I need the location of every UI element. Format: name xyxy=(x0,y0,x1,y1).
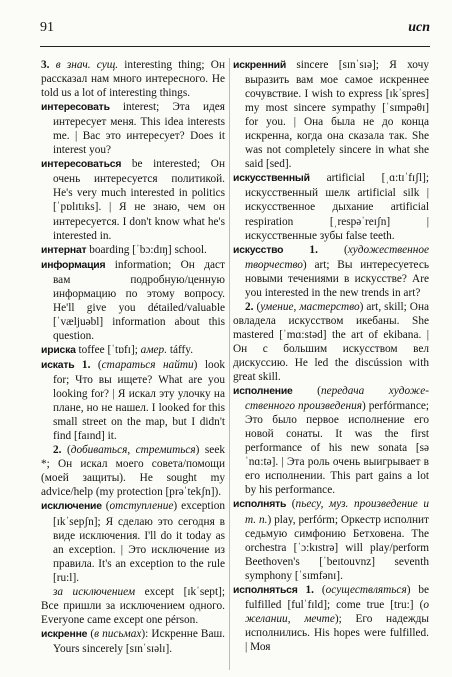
entry-text: ); Его надежды исполнились. His hopes were fulfilled. | Моя xyxy=(245,612,429,653)
dictionary-entry xyxy=(41,627,225,656)
running-head: исп xyxy=(408,20,430,35)
entry-text: ) look for; Что вы ищете? What are you looking for? | Я искал эту улочку на плане, но не нашел. I looked for this small street on the map, but I didn't find [faɪnd] it. xyxy=(53,358,225,443)
page-number: 91 xyxy=(40,20,54,35)
sense-number: 1. xyxy=(305,583,314,596)
entry-text: ): Искренне Ваш. Yours sincerely [sɪnˈsɪəlɪ]. xyxy=(53,627,225,655)
entry-text: ) art, skill; Она овладела искусством икебаны. She mastered [ˈmɑ:stəd] the art of ekibana. | Он с большим искусством вел дискуссию. He led the discússion with great skill. xyxy=(233,300,430,384)
usage-label: амер. xyxy=(137,343,168,356)
headword: интересоваться xyxy=(41,159,122,171)
entry-text: interest; Эта идея интересует меня. This idea interests me. | Вас это интересует? Does it interest you? xyxy=(53,101,225,157)
entry-text: be interested; Он очень интересуется политикой. He's very much interested in politics [ˈpɒlɪtɪks]. | Я не знаю, чем он интересуется. I don't know what he's interested in. xyxy=(53,158,225,242)
headword: искусственный xyxy=(233,173,310,185)
entry-text: ( xyxy=(61,444,71,457)
entry-text: táffy. xyxy=(167,343,194,356)
left-column xyxy=(41,58,225,656)
headword: исполнение xyxy=(233,386,293,398)
dictionary-entry xyxy=(41,100,225,157)
right-column xyxy=(233,58,429,654)
dictionary-entry xyxy=(41,343,225,358)
headword: ириска xyxy=(41,344,76,356)
entry-text xyxy=(283,244,309,256)
entry-text: ( xyxy=(313,583,326,596)
dictionary-sense xyxy=(233,300,429,384)
entry-text: toffee [ˈtɒfɪ]; xyxy=(75,343,138,356)
entry-text: ( xyxy=(101,500,110,513)
entry-text: information; Он даст вам подробную/ценную информацию по этому вопросу. He'll give you détailed/valuable [ˈvæljuəbl] information about this question. xyxy=(53,258,225,342)
headword: интернат xyxy=(41,244,87,256)
dictionary-entry xyxy=(233,58,429,171)
usage-label: в знач. сущ. xyxy=(49,59,119,71)
headword: исключение xyxy=(41,501,102,513)
dictionary-entry xyxy=(41,157,225,242)
entry-text: ( xyxy=(87,627,95,640)
usage-label: добиваться, стремиться xyxy=(70,444,196,457)
entry-text: ) art; Вы интересуетесь новыми течениями в искусстве? Are you interested in the new trends in art? xyxy=(245,258,429,299)
usage-label: отступление xyxy=(109,500,174,513)
entry-text: boarding [ˈbɔ:dɪŋ] school. xyxy=(86,243,207,256)
dictionary-entry xyxy=(41,58,225,100)
entry-text: ) seek *; Он искал моего совета/помощи (моей защиты). He sought my advice/help (my protection [prəˈtekʃn]). xyxy=(41,444,225,499)
dictionary-entry xyxy=(41,258,225,343)
entry-text: ( xyxy=(253,300,261,313)
dictionary-entry xyxy=(41,358,225,443)
dictionary-entry xyxy=(233,583,429,654)
entry-text: sincere [sɪnˈsɪə]; Я хочу выразить вам мое самое искреннее сочувствие. I wish to express [ɪkˈspres] my most sincere sympathy [ˈsɪmpəθɪ] for you. | Она была не до конца искренна, когда она сказала так. She was not completely sincere in what she said [sed]. xyxy=(245,59,429,171)
usage-label: стараться найти xyxy=(101,358,194,371)
column-divider xyxy=(229,58,230,670)
dictionary-sense xyxy=(41,585,225,627)
dictionary-entry xyxy=(41,243,225,258)
entry-text: interesting thing; Он рассказал нам много интересного. He told us a lot of interesting things. xyxy=(41,59,225,100)
dictionary-entry xyxy=(233,497,429,582)
dictionary-entry xyxy=(233,171,429,242)
page-header xyxy=(40,20,430,42)
headword: искать xyxy=(41,359,75,371)
usage-label: передача художественного произведения xyxy=(245,385,429,413)
usage-label: осуществляться xyxy=(325,583,407,596)
entry-text: ( xyxy=(317,243,348,256)
headword: искусство xyxy=(233,244,284,256)
entry-text: ) exception [ɪkˈsepʃn]; Я сделаю это сегодня в виде исключения. I'll do it today as an exception. | Это исключение из правила. It's an exception to the rule [ru:l]. xyxy=(53,500,225,584)
sense-number: 2. xyxy=(245,300,254,313)
headword: информация xyxy=(41,259,106,271)
entry-text: except [ɪkˈsept]; Все пришли за исключением одного. Everyone came except one pérson. xyxy=(41,585,225,626)
entry-text xyxy=(74,359,81,371)
dictionary-sense xyxy=(41,443,225,499)
usage-label: за исключением xyxy=(53,585,136,598)
sense-number: 1. xyxy=(81,358,91,371)
entry-text: ( xyxy=(292,385,321,398)
entry-text: artificial [ˌɑ:tɪˈfɪʃl]; искусственный шелк artificial silk | искусственное дыхание artificial respiration [ˌrespəˈreɪʃn] | искусственные зубы false teeth. xyxy=(245,172,429,242)
dictionary-entry xyxy=(233,243,429,300)
usage-label: пьесу, муз. произведение и т. п. xyxy=(245,498,429,526)
header-rule xyxy=(40,46,430,47)
sense-number: 2. xyxy=(53,444,62,457)
entry-text: ( xyxy=(90,358,102,371)
entry-text: ) play, perfórm; Оркестр исполнит седьмую симфонию Бетховена. The orchestra [ˈɔ:kɪstrə] will play/perform Beethoven's [ˈbeɪtouvnz] seventh symphony [ˈsɪmfənɪ]. xyxy=(245,513,429,582)
headword: исполняться xyxy=(233,584,298,596)
usage-label: художественное творчество xyxy=(245,243,430,271)
sense-number: 1. xyxy=(309,243,318,256)
headword: интересовать xyxy=(41,102,110,114)
headword: искренне xyxy=(41,628,88,640)
usage-label: в письмах xyxy=(94,627,142,640)
entry-text: ( xyxy=(286,498,296,511)
dictionary-entry xyxy=(41,499,225,584)
entry-text: ) be fulfilled [fulˈfɪld]; come true [tru:] ( xyxy=(245,583,430,611)
sense-number: 3. xyxy=(41,59,50,71)
headword: искренний xyxy=(233,60,287,71)
usage-label: умение, мастерство xyxy=(260,300,360,313)
entry-text: ) perfórmance; Это было первое исполнение его новой сонаты. It was the first performance of his new sonata [səˈnɑ:tə]. | Эта роль очень выигрывает в его исполнении. This part gains a lot by his performance. xyxy=(245,400,429,497)
dictionary-entry xyxy=(233,384,429,497)
usage-label: о желании, мечте xyxy=(245,598,429,625)
headword: исполнять xyxy=(233,499,287,511)
